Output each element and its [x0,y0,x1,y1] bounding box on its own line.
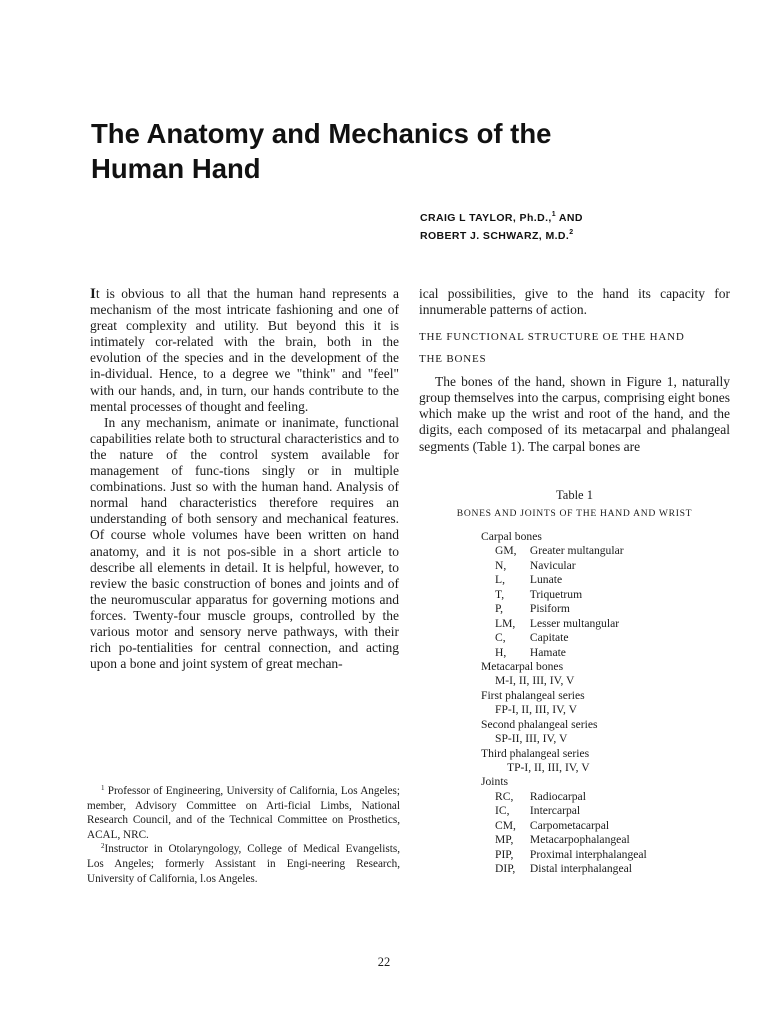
table-row [481,617,731,631]
continuation-paragraph: ical possibilities, give to the hand its capacity for innumerable patterns of action. [419,286,730,318]
footnote-2-text: Instructor in Otolaryngology, College of Medical Evangelists, Los Angeles; formerly Assistant in Engi-neering Research, University of California, l.os Angeles. [87,843,400,885]
table-row [481,559,731,573]
table-abbr: DIP, [495,862,516,876]
author-2-footnote-mark: 2 [569,229,574,236]
right-column [419,286,730,455]
table-term: Proximal interphalangeal [529,847,647,861]
author-1-footnote-mark: 1 [551,211,556,218]
table-term: Hamate [529,645,566,659]
page-number: 22 [377,955,391,969]
table-term: Carpometacarpal [529,818,610,832]
table-term: Pisiform [529,602,570,616]
author-line-1-and: AND [556,212,583,224]
table-group-second-phalangeal: Second phalangeal series [481,717,598,731]
footnote-1 [87,784,400,842]
table-subtitle: BONES AND JOINTS OF THE HAND AND WRIST [456,508,693,519]
drop-cap: I [90,286,96,302]
table-row [481,544,731,558]
table-row [481,848,731,862]
table-abbr: RC, [495,789,514,803]
table-group-joints: Joints [481,775,509,789]
table-term: Triquetrum [529,587,583,601]
table-row-metacarpal: M-I, II, III, IV, V [495,674,575,688]
author-line-2 [420,227,583,245]
title-line-1: The Anatomy and Mechanics of the [91,118,552,149]
table-abbr: L, [495,573,505,587]
table-row [481,804,731,818]
table-term: Lunate [529,573,563,587]
left-column [90,286,399,672]
table-abbr: H, [495,645,507,659]
table-term: Distal interphalangeal [529,862,632,876]
subsection-heading: THE BONES [419,353,487,366]
table-title: Table 1 [556,488,593,502]
table-row [481,646,731,660]
table-row-first-phalangeal: FP-I, II, III, IV, V [495,703,578,717]
table-group-metacarpal: Metacarpal bones [481,659,564,673]
intro-paragraph-text: t is obvious to all that the human hand represents a mechanism of the most intricate fashioning and one of great complexity and utility. But beyond this it is intimately cor-related with the brain, both in the evolution of the species and in the development of the in-dividual. Hence, to a degree we "think" and "feel" with our hands, and, in turn, our hands contribute to the mental processes of thought and feeling. [90,286,399,414]
table-group-carpal: Carpal bones [481,530,542,543]
author-line-1 [420,209,583,227]
table-term: Intercarpal [529,804,581,818]
table-abbr: GM, [495,544,517,558]
table-abbr: T, [495,587,505,601]
table-row [481,588,731,602]
author-byline [420,209,583,245]
table-row [481,833,731,847]
table-term: Capitate [529,631,569,645]
table-row-third-phalangeal: TP-I, II, III, IV, V [507,761,590,774]
footnote-1-mark: 1 [101,784,105,792]
author-2: ROBERT J. SCHWARZ, M.D. [420,230,570,242]
footnote-2 [87,842,400,886]
table-abbr: P, [495,602,504,616]
table-term: Navicular [529,558,576,572]
intro-paragraph [90,286,399,415]
bones-paragraph: The bones of the hand, shown in Figure 1, naturally group themselves into the carpus, comprising eight bones which make up the wrist and root of the hand, and the digits, each composed of its metacarpal and phalangeal segments (Table 1). The carpal bones are [419,374,730,454]
table-row [481,862,731,876]
bones-joints-table [481,530,731,877]
table-abbr: IC, [495,804,510,818]
table-row [481,631,731,645]
title-line-2: Human Hand [91,153,261,184]
table-row-second-phalangeal: SP-II, III, IV, V [495,732,568,746]
table-row [481,602,731,616]
table-abbr: C, [495,631,506,645]
table-term: Lesser multangular [529,616,620,630]
footnotes [87,784,400,886]
table-term: Radiocarpal [529,789,586,803]
table-term: Metacarpophalangeal [529,833,630,847]
table-row [481,790,731,804]
table-abbr: CM, [495,818,516,832]
table-row [481,573,731,587]
author-1: CRAIG L TAYLOR, Ph.D., [420,212,552,224]
table-term: Greater multangular [529,544,624,558]
table-row [481,819,731,833]
section-heading: THE FUNCTIONAL STRUCTURE OE THE HAND [419,331,685,344]
footnote-2-mark: 2 [101,842,105,851]
table-group-third-phalangeal: Third phalangeal series [481,746,590,760]
mechanism-paragraph: In any mechanism, animate or inanimate, functional capabilities relate both to structural characteristics and to the nature of the control system available for management of func-tions singly or in multiple combinations. Just so with the human hand. Analysis of normal hand characteristics therefore requires an understanding of both sensory and mechanical features. Of course whole volumes have been written on hand anatomy, and it is not pos-sible in a short article to describe all elements in detail. It is helpful, however, to review the basic construction of bones and joints and of the neuromuscular apparatus for governing motions and forces. Twenty-four muscle groups, controlled by the various motor and sensory nerve pathways, with their rich po-tentialities for central connection, and acting upon a bone and joint system of great mechan- [90,414,399,672]
table-abbr: N, [495,558,507,572]
footnote-1-text: Professor of Engineering, University of California, Los Angeles; member, Advisory Committee on Arti-ficial Limbs, National Research Council, and of the Technical Committee on Prosthetics, ACAL, NRC. [87,785,400,841]
table-abbr: MP, [495,833,514,847]
article-title [91,116,691,186]
table-abbr: LM, [495,616,516,630]
table-abbr: PIP, [495,847,514,861]
table-group-first-phalangeal: First phalangeal series [481,688,585,702]
